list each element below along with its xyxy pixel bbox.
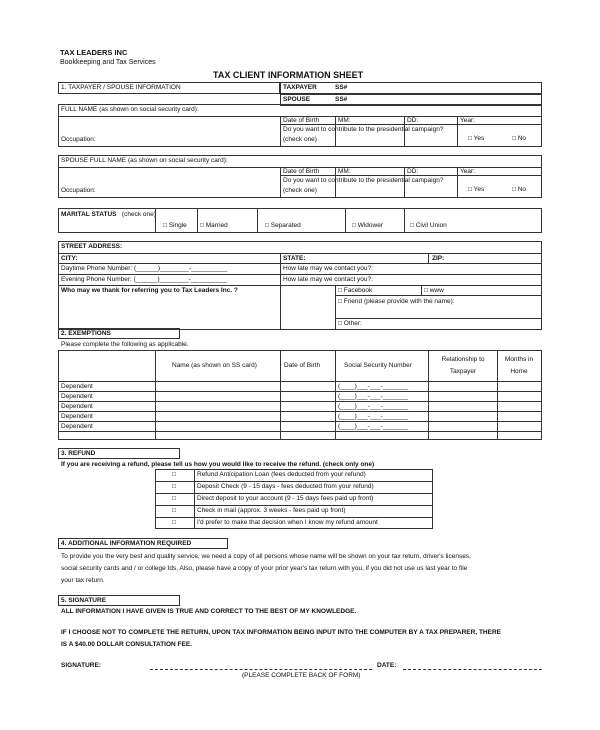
refund-checkbox-5[interactable]: □ — [172, 519, 176, 526]
ref-friend[interactable]: □ Friend (please provide with the name): — [338, 298, 455, 305]
company-subtitle: Bookkeeping and Tax Services — [60, 59, 156, 66]
dob-label: Date of Birth — [283, 117, 320, 124]
spouse-occupation-label: Occupation: — [61, 187, 96, 194]
refund-checkbox-3[interactable]: □ — [172, 495, 176, 502]
street-address-label: STREET ADDRESS: — [61, 243, 123, 250]
dependent-row-2: Dependent — [61, 393, 93, 400]
state-label: STATE: — [283, 255, 306, 262]
marital-married[interactable]: □ Married — [200, 222, 228, 229]
spouse-dob-label: Date of Birth — [283, 168, 320, 175]
contact-time-evening[interactable]: How late may we contact you?: — [283, 276, 373, 283]
additional-info-line1: To provide you the very best and quality service, we need a copy of all persons whose name will be shown on your tax return, driver's licenses, — [61, 553, 471, 560]
mm-field[interactable]: MM: — [338, 117, 351, 124]
exemptions-note: Please complete the following as applicable. — [61, 341, 189, 348]
spouse-contribute-question: Do you want to contribute to the presidential campaign? (check one) — [283, 177, 444, 194]
form-title: TAX CLIENT INFORMATION SHEET — [213, 70, 364, 80]
col-months-header: Months in Home — [504, 356, 534, 375]
ref-www[interactable]: □ www — [424, 287, 444, 294]
refund-option-4: Check in mail (approx. 3 weeks - fees paid up front) — [197, 507, 346, 514]
marital-civil-union[interactable]: □ Civil Union — [410, 222, 447, 229]
signature-line[interactable] — [150, 669, 372, 670]
signature-label: SIGNATURE: — [61, 662, 101, 669]
contribute-question: Do you want to contribute to the presidential campaign? (check one) — [283, 126, 444, 143]
contact-time-day[interactable]: How late may we contact you?: — [283, 265, 373, 272]
refund-option-1: Refund Anticipation Loan (fees deducted from your refund) — [197, 471, 366, 478]
spouse-full-name-label: SPOUSE FULL NAME (as shown on social security card): — [61, 157, 228, 164]
refund-checkbox-2[interactable]: □ — [172, 483, 176, 490]
city-label: CITY: — [61, 255, 78, 262]
section1-heading: 1. TAXPAYER / SPOUSE INFORMATION — [61, 84, 181, 91]
spouse-year-field[interactable]: Year: — [460, 168, 475, 175]
dd-field[interactable]: DD: — [407, 117, 419, 124]
additional-info-line2: social security cards and / or college Ids. Also, please have a copy of your prior year's tax return with you, if you did not use us last year to file — [61, 565, 468, 572]
refund-option-2: Deposit Check (9 - 15 days - fees deducted from your refund) — [197, 483, 374, 490]
marital-separated[interactable]: □ Separated — [265, 222, 301, 229]
occupation-label: Occupation: — [61, 136, 96, 143]
additional-info-line3: your tax return. — [61, 577, 105, 584]
col-name-header: Name (as shown on SS card) — [172, 362, 257, 369]
date-line[interactable] — [403, 669, 542, 670]
col-relationship-header: Relationship to Taxpayer — [441, 356, 485, 375]
dependent-ssn-3[interactable]: (____)___-___-_______ — [338, 403, 409, 410]
spouse-contribute-yes[interactable]: □ Yes — [468, 186, 485, 193]
refund-checkbox-4[interactable]: □ — [172, 507, 176, 514]
section3-heading: 3. REFUND — [61, 450, 96, 457]
spouse-contribute-no[interactable]: □ No — [512, 186, 527, 193]
taxpayer-label: TAXPAYER — [283, 84, 317, 91]
spouse-dd-field[interactable]: DD: — [407, 168, 419, 175]
refund-question: If you are receiving a refund, please tell us how you would like to receive the refund. (check only one) — [61, 461, 375, 468]
refund-option-5: I'd prefer to make that decision when I know my refund amount — [197, 519, 378, 526]
dependent-row-1: Dependent — [61, 383, 93, 390]
dependent-row-5: Dependent — [61, 423, 93, 430]
section5-heading: 5. SIGNATURE — [61, 597, 107, 604]
zip-label: ZIP: — [432, 255, 445, 262]
section4-heading: 4. ADDITIONAL INFORMATION REQUIRED — [61, 540, 192, 547]
contribute-no[interactable]: □ No — [512, 135, 527, 142]
certify-statement: ALL INFORMATION I HAVE GIVEN IS TRUE AND CORRECT TO THE BEST OF MY KNOWLEDGE. — [61, 608, 357, 615]
dependent-row-3: Dependent — [61, 403, 93, 410]
daytime-phone-field[interactable]: Daytime Phone Number: (______)________-__________ — [61, 265, 228, 272]
dependent-row-4: Dependent — [61, 413, 93, 420]
refund-checkbox-1[interactable]: □ — [172, 471, 176, 478]
dependent-ssn-1[interactable]: (____)___-___-_______ — [338, 383, 409, 390]
consultation-fee-line2: IS A $40.00 DOLLAR CONSULTATION FEE. — [61, 641, 192, 648]
refund-option-3: Direct deposit to your account (9 - 15 days fees paid up front) — [197, 495, 374, 502]
taxpayer-ss-label: SS# — [335, 84, 348, 91]
section2-heading: 2. EXEMPTIONS — [61, 330, 111, 337]
dependent-ssn-4[interactable]: (____)___-___-_______ — [338, 413, 409, 420]
marital-single[interactable]: □ Single — [163, 222, 187, 229]
dependent-ssn-2[interactable]: (____)___-___-_______ — [338, 393, 409, 400]
consultation-fee-line1: IF I CHOOSE NOT TO COMPLETE THE RETURN, UPON TAX INFORMATION BEING INPUT INTO THE COMPUTER BY A TAX PREPARER, THERE — [61, 629, 501, 636]
col-dob-header: Date of Birth — [284, 362, 321, 369]
company-name: TAX LEADERS INC — [60, 48, 128, 57]
spouse-ss-label: SS# — [335, 96, 348, 103]
marital-widower[interactable]: □ Widower — [352, 222, 384, 229]
spouse-mm-field[interactable]: MM: — [338, 168, 351, 175]
spouse-label: SPOUSE — [283, 96, 311, 103]
evening-phone-field[interactable]: Evening Phone Number: (______)________-__________ — [61, 276, 227, 283]
complete-back-note: (PLEASE COMPLETE BACK OF FORM) — [242, 672, 361, 679]
referral-question: Who may we thank for referring you to Tax Leaders Inc. ? — [61, 287, 238, 294]
year-field[interactable]: Year: — [460, 117, 475, 124]
taxpayer-ss-field[interactable] — [280, 82, 542, 94]
full-name-label: FULL NAME (as shown on social security card): — [61, 106, 199, 113]
marital-label: MARITAL STATUS (check one) — [61, 211, 156, 218]
ref-facebook[interactable]: □ Facebook — [338, 287, 373, 294]
col-ssn-header: Social Security Number — [344, 362, 412, 369]
ref-other[interactable]: □ Other: — [338, 320, 362, 327]
dependent-ssn-5[interactable]: (____)___-___-_______ — [338, 423, 409, 430]
contribute-yes[interactable]: □ Yes — [468, 135, 485, 142]
date-label: DATE: — [377, 662, 397, 669]
